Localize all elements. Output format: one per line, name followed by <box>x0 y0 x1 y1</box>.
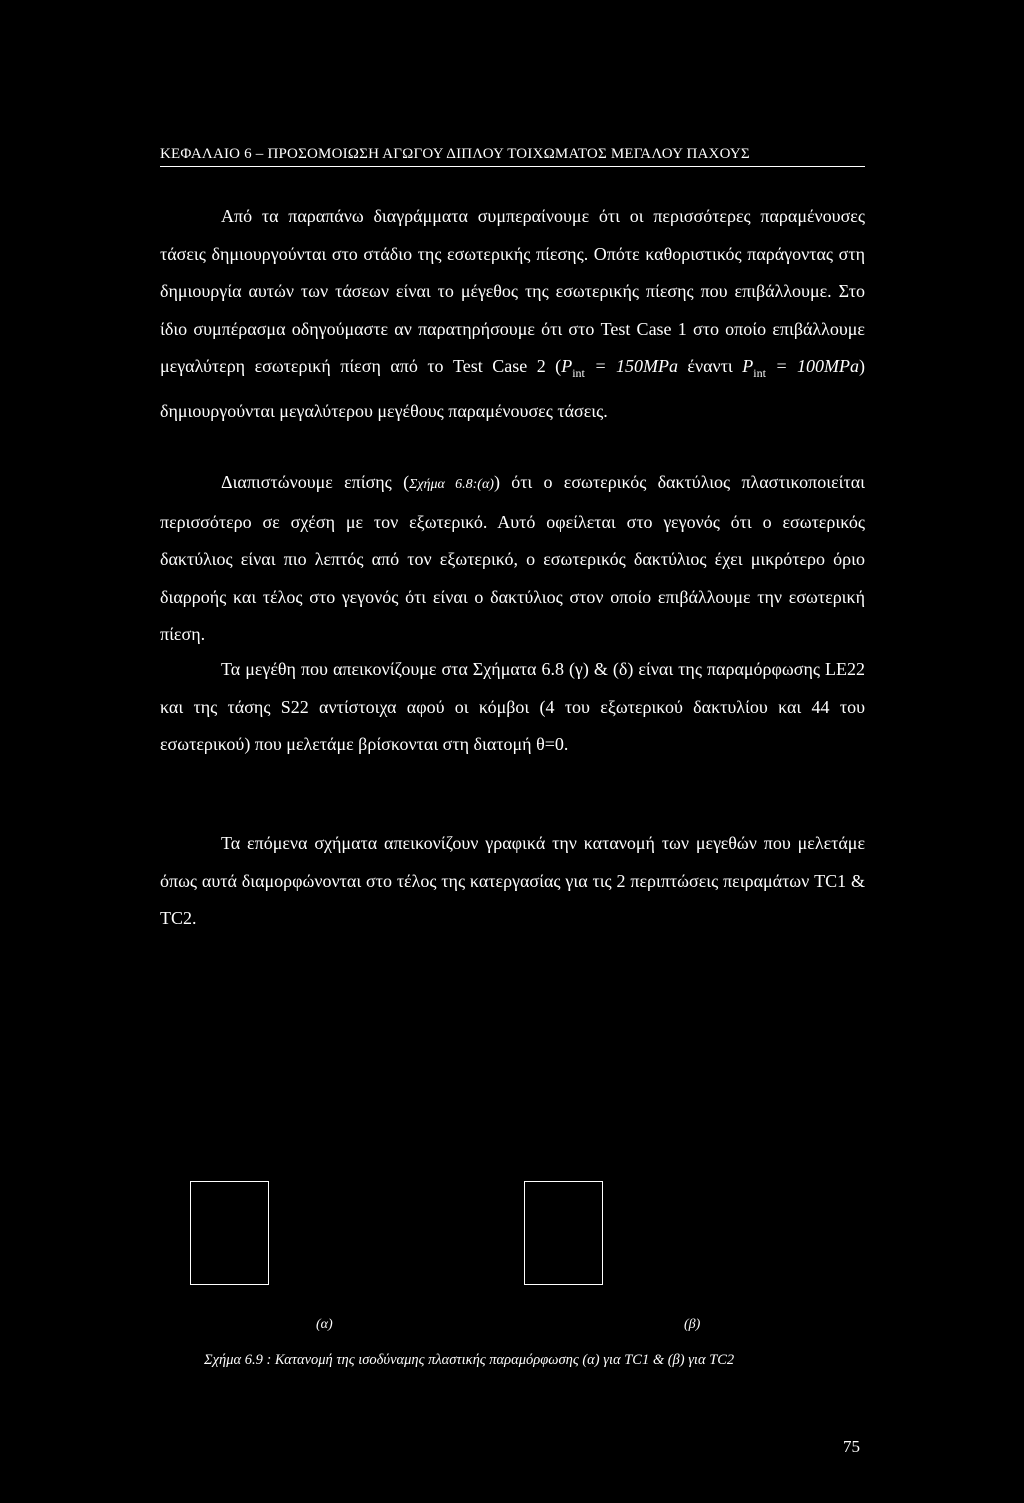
p-int-subscript-1: int <box>572 366 585 380</box>
paragraph-2-start: Διαπιστώνουμε επίσης ( <box>221 472 410 492</box>
pressure-value-1: = 150MPa <box>584 356 678 376</box>
paragraph-4: Τα επόμενα σχήματα απεικονίζουν γραφικά την κατανομή των μεγεθών που μελετάμε όπως αυτά διαμορφώνονται στο τέλος της κατεργασίας για τις 2 περιπτώσεις πειραμάτων TC1 & TC2. <box>160 833 865 928</box>
paragraph-2 <box>160 464 865 654</box>
paragraph-3: Τα μεγέθη που απεικονίζουμε στα Σχήματα 6.8 (γ) & (δ) είναι της παραμόρφωσης LE22 και της τάσης S22 αντίστοιχα αφού οι κόμβοι (4 του εξωτερικού δακτυλίου και 44 του εσωτερικού) που μελετάμε βρίσκονται στη διατομή θ=0. <box>160 659 865 754</box>
paragraph-1-tail: ) δημιουργούνται μεγαλύτερου μεγέθους παραμένουσες τάσεις. <box>160 356 866 421</box>
figure-label-a: (α) <box>316 1317 333 1332</box>
paragraph-2-rest: ) ότι ο εσωτερικός δακτύλιος πλαστικοποιείται περισσότερο σε σχέση με τον εξωτερικό. Αυτό οφείλεται στο γεγονός ότι ο εσωτερικός δακτύλιος είναι πιο λεπτός από τον εξωτερικό, ο εσωτερικός δακτύλιος έχει μικρότερο όριο διαρροής και τέλος στο γεγονός ότι είναι ο δακτύλιος στον οποίο επιβάλλουμε την εσωτερική πίεση. <box>160 472 865 644</box>
paragraph-1-mid: έναντι <box>677 356 743 376</box>
figure-image-a-placeholder <box>190 1181 269 1285</box>
chapter-header: ΚΕΦΑΛΑΙΟ 6 – ΠΡΟΣΟΜΟΙΩΣΗ ΑΓΩΓΟΥ ΔΙΠΛΟΥ ΤΟΙΧΩΜΑΤΟΣ ΜΕΓΑΛΟΥ ΠΑΧΟΥΣ <box>160 146 865 167</box>
p-int-subscript-2: int <box>753 366 766 380</box>
paragraph-1 <box>160 198 865 430</box>
figure-reference: Σχήμα 6.8:(α) <box>409 477 494 492</box>
figure-label-b: (β) <box>684 1317 701 1332</box>
figure-image-b-placeholder <box>524 1181 603 1285</box>
pressure-value-2: = 100MPa <box>765 356 860 376</box>
figure-caption: Σχήμα 6.9 : Κατανομή της ισοδύναμης πλαστικής παραμόρφωσης (α) για TC1 & (β) για TC2 <box>204 1352 735 1368</box>
p-int-symbol-2: P <box>742 356 754 376</box>
page-number: 75 <box>843 1437 860 1456</box>
paragraph-1-lead: Από τα παραπάνω διαγράμματα συμπεραίνουμε ότι οι περισσότερες παραμένουσες τάσεις δημιουργούνται στο στάδιο της εσωτερικής πίεσης. Οπότε καθοριστικός παράγοντας στη δημιουργία αυτών των τάσεων είναι το μέγεθος της εσωτερικής πίεσης που επιβάλλουμε. Στο ίδιο συμπέρασμα οδηγούμαστε αν παρατηρήσουμε ότι στο Test Case 1 στο οποίο επιβάλλουμε μεγαλύτερη εσωτερική πίεση από το Test Case 2 ( <box>160 206 865 376</box>
p-int-symbol-1: P <box>561 356 573 376</box>
